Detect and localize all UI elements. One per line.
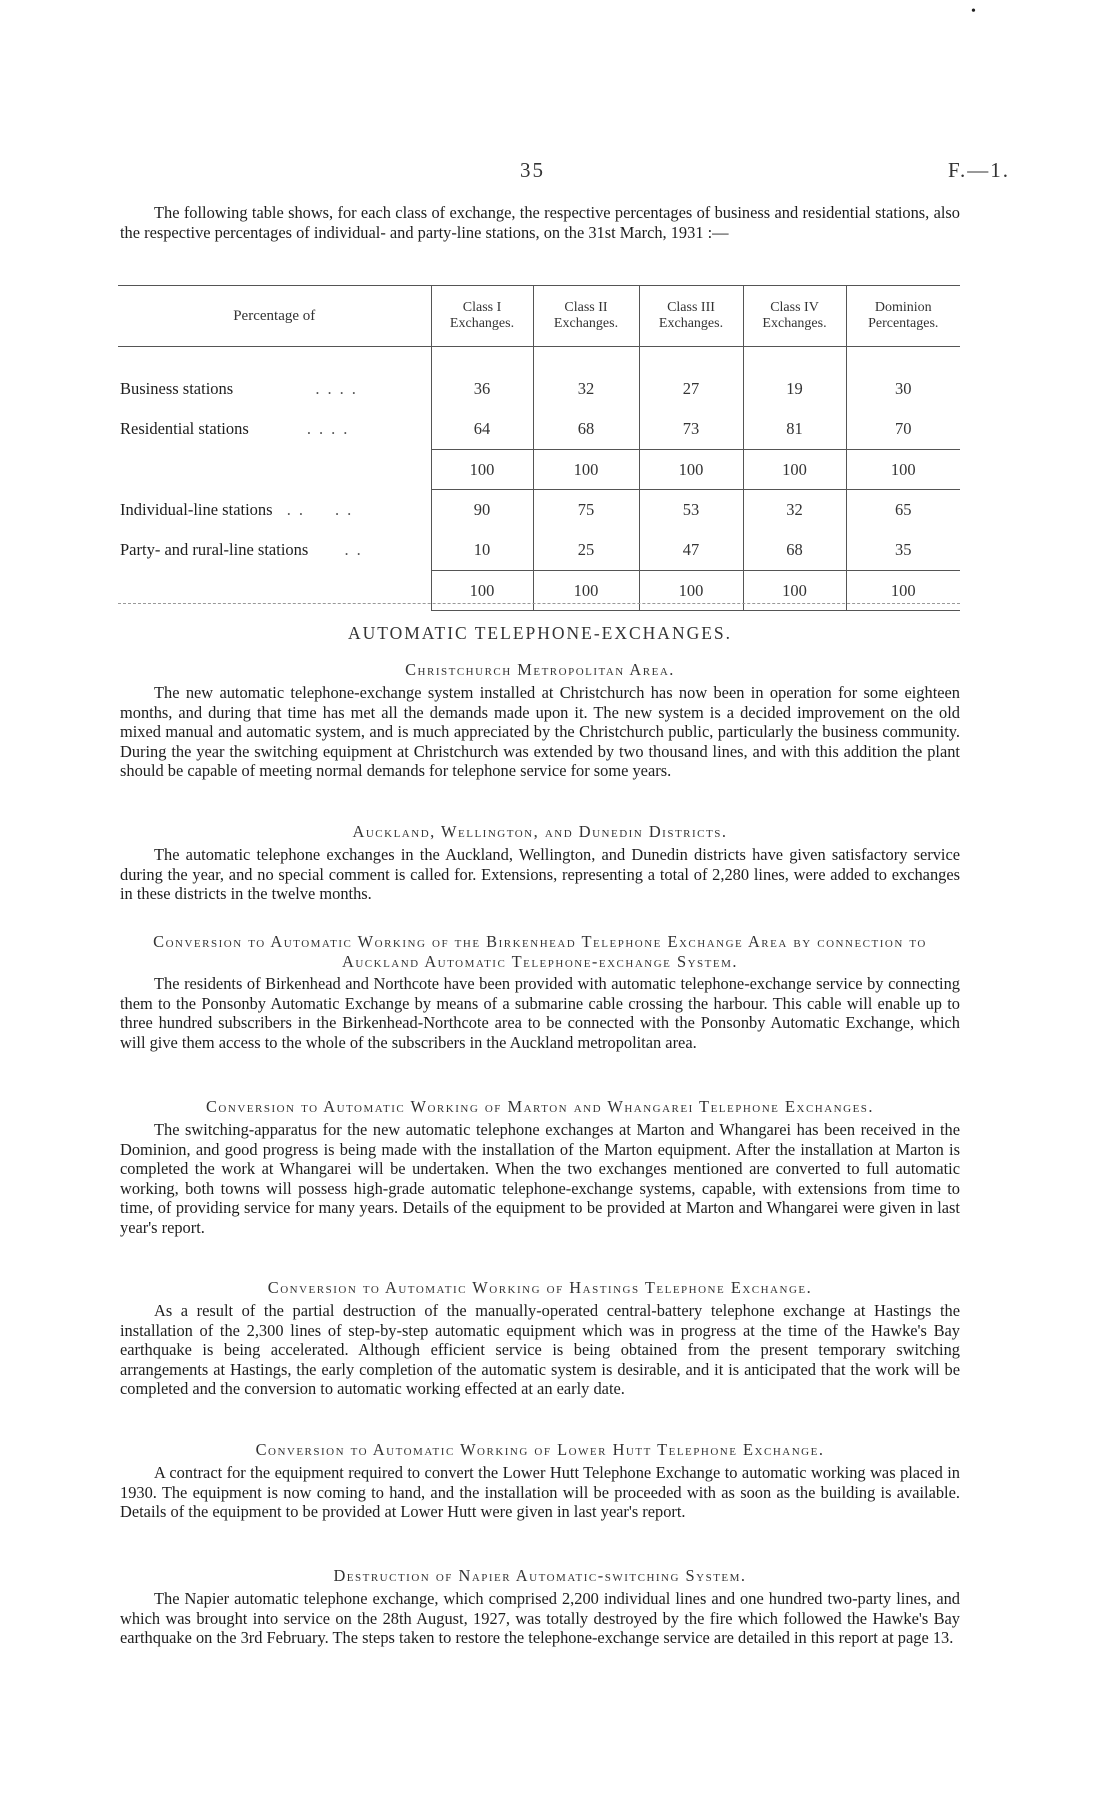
table-cell: 100 (639, 571, 743, 611)
table-row (118, 409, 960, 450)
column-header: Class II Exchanges. (533, 286, 639, 347)
table-cell: 100 (431, 571, 533, 611)
section-divider (118, 603, 960, 604)
row-label: Business stations (120, 379, 234, 398)
table-row (118, 530, 960, 571)
table-cell: 30 (846, 369, 960, 409)
subsection-heading: Conversion to Automatic Working of Lower Hutt Telephone Exchange. (255, 1440, 825, 1459)
table-cell: 65 (846, 490, 960, 531)
section-title: AUTOMATIC TELEPHONE-EXCHANGES. (347, 623, 733, 643)
body-paragraph: As a result of the partial destruction of the manually-operated central-battery telephone exchange at Hastings the installation of the 2,300 lines of step-by-step automatic equipment which was in progress at the time of the Hawke's Bay earthquake is being accelerated. Although efficient service is being obtained from the present temporary switching arrangements at Hastings, the early completion of the automatic system is desirable, and it is anticipated that the work will be completed and the conversion to automatic working effected at an early date. (120, 1301, 960, 1398)
row-leader: .. (286, 499, 311, 519)
table-cell: 27 (639, 369, 743, 409)
column-header: Class IV Exchanges. (743, 286, 846, 347)
table-cell: 32 (743, 490, 846, 531)
body-paragraph: The switching-apparatus for the new automatic telephone exchanges at Marton and Whangarei has been received in the Dominion, and good progress is being made with the installation of the Marton equipment. After the installation at Marton is completed the work at Whangarei will be undertaken. When the two exchanges mentioned are converted to full automatic working, both towns will possess high-grade automatic telephone-exchange systems, capable, with extensions from time to time, of providing service for many years. Details of the equipment to be provided at Marton and Whangarei were given in last year's report. (120, 1120, 960, 1237)
column-header: Class III Exchanges. (639, 286, 743, 347)
table-cell: 32 (533, 369, 639, 409)
row-label: Individual-line stations (120, 499, 273, 519)
table-cell: 64 (431, 409, 533, 450)
row-label: Party- and rural-line stations (120, 540, 309, 560)
table-cell: 19 (743, 369, 846, 409)
column-header: Class I Exchanges. (431, 286, 533, 347)
body-paragraph: The residents of Birkenhead and Northcote have been provided with automatic telephone-exchange service by connecting them to the Ponsonby Automatic Exchange by means of a submarine cable crossing the harbour. This cable will enable up to three hundred subscribers in the Birkenhead-Northcote area to be connected with the Ponsonby Automatic Exchange, which will give them access to the whole of the subscribers in the Auckland metropolitan area. (120, 974, 960, 1052)
table-cell: 10 (431, 530, 533, 571)
table-cell: 75 (533, 490, 639, 531)
table-cell: 81 (743, 409, 846, 450)
table-header-label: Percentage of (118, 286, 431, 347)
subsection-heading: Auckland, Wellington, and Dunedin Districts. (352, 822, 728, 841)
subsection-heading: Conversion to Automatic Working of the Birkenhead Telephone Exchange Area by connection to Auckland Automatic Telephone-exchange System. (153, 932, 927, 971)
table-cell: 100 (846, 571, 960, 611)
body-paragraph: A contract for the equipment required to convert the Lower Hutt Telephone Exchange to automatic working was placed in 1930. The equipment is now coming to hand, and the installation will be proceeded with as soon as the building is available. Details of the equipment to be provided at Lower Hutt were given in last year's report. (120, 1463, 960, 1521)
table-cell: 35 (846, 530, 960, 571)
column-header: Dominion Percentages. (846, 286, 960, 347)
page-number: 35 (520, 158, 545, 182)
document-reference: F.—1. (948, 158, 1010, 182)
table-cell: 100 (533, 450, 639, 490)
subsection-heading: Christchurch Metropolitan Area. (405, 660, 675, 679)
table-cell: 25 (533, 530, 639, 571)
row-label (118, 450, 431, 490)
table-cell: 53 (639, 490, 743, 531)
row-leader: .. (334, 499, 360, 519)
table-total-row (118, 571, 960, 611)
intro-paragraph: The following table shows, for each class of exchange, the respective percentages of business and residential stations, also the respective percentages of individual- and party-line stations, on the 31st March, 1931 :— (120, 203, 960, 242)
table-cell: 90 (431, 490, 533, 531)
row-label (118, 571, 431, 611)
page-mark: • (971, 4, 976, 19)
table-cell: 68 (743, 530, 846, 571)
row-leader: .. (306, 419, 332, 439)
row-label: Residential stations (120, 419, 249, 439)
body-paragraph: The new automatic telephone-exchange system installed at Christchurch has now been in operation for some eighteen months, and during that time has met all the demands made upon it. The new system is a decided improvement on the old mixed manual and automatic system, and is much appreciated by the Christchurch public, particularly the business community. During the year the switching equipment at Christchurch was extended by two thousand lines, and with this addition the plant should be capable of meeting normal demands for telephone service for some years. (120, 683, 960, 780)
body-paragraph: The automatic telephone exchanges in the Auckland, Wellington, and Dunedin districts have given satisfactory service during the year, and no special comment is called for. Extensions, representing a total of 2,280 lines, were added to exchanges in these districts in the twelve months. (120, 845, 960, 903)
table-cell: 73 (639, 409, 743, 450)
table-cell: 70 (846, 409, 960, 450)
table-cell: 100 (846, 450, 960, 490)
table-cell: 100 (743, 450, 846, 490)
table-cell: 100 (743, 571, 846, 611)
table-cell: 47 (639, 530, 743, 571)
table-header-row (118, 286, 960, 347)
table-row (118, 490, 960, 531)
body-paragraph: The Napier automatic telephone exchange, which comprised 2,200 individual lines and one hundred two-party lines, and which was brought into service on the 28th August, 1927, was totally destroyed by the fire which followed the Hawke's Bay earthquake on the 3rd February. The steps taken to restore the telephone-exchange service are detailed in this report at page 13. (120, 1589, 960, 1647)
row-leader: .. (339, 379, 364, 398)
row-leader: .. (331, 419, 356, 439)
table-cell: 36 (431, 369, 533, 409)
subsection-heading: Conversion to Automatic Working of Marton and Whangarei Telephone Exchanges. (206, 1097, 874, 1116)
row-leader: .. (315, 379, 340, 398)
table-row (118, 369, 960, 409)
table-cell: 100 (431, 450, 533, 490)
subsection-heading: Conversion to Automatic Working of Hastings Telephone Exchange. (267, 1278, 813, 1297)
percentage-table (118, 285, 960, 611)
table-cell: 68 (533, 409, 639, 450)
table-total-row (118, 450, 960, 490)
table-cell: 100 (533, 571, 639, 611)
row-leader: .. (344, 540, 369, 560)
subsection-heading: Destruction of Napier Automatic-switching System. (333, 1566, 747, 1585)
table-cell: 100 (639, 450, 743, 490)
